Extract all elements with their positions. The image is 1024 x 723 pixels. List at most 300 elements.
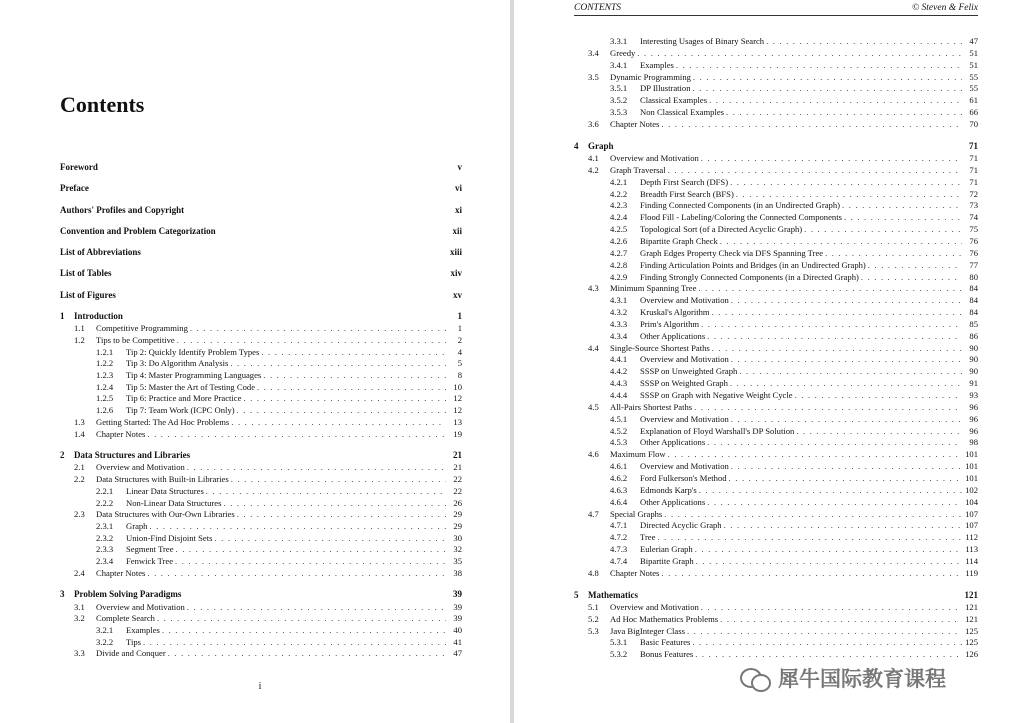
- toc-section[interactable]: [74, 474, 462, 485]
- entry-page: 35: [453, 556, 462, 566]
- entry-title: Preface: [60, 183, 89, 193]
- entry-number: 3.1: [74, 601, 85, 612]
- entry-number: 2.2.2: [96, 497, 114, 508]
- toc-subsection[interactable]: [96, 637, 462, 648]
- entry-title: Depth First Search (DFS): [640, 176, 729, 187]
- toc-subsection[interactable]: [610, 532, 978, 543]
- entry-number: 3.4.1: [610, 59, 628, 70]
- entry-number: 1: [60, 311, 65, 321]
- leader-dots: [701, 153, 962, 163]
- entry-number: 4.2.9: [610, 271, 628, 282]
- entry-number: 4.7.4: [610, 555, 628, 566]
- leader-dots: [861, 272, 962, 282]
- entry-page: 26: [453, 497, 462, 508]
- entry-page: 39: [453, 589, 462, 600]
- toc-subsection[interactable]: [610, 378, 978, 389]
- entry-number: 3.3: [74, 648, 85, 659]
- leader-dots: [726, 107, 962, 117]
- entry-title: All-Pairs Shortest Paths: [610, 401, 693, 412]
- leader-dots: [637, 48, 962, 58]
- entry-number: 4.2.5: [610, 224, 628, 235]
- leader-dots: [731, 354, 962, 364]
- leader-dots: [168, 648, 446, 658]
- entry-title: Union-Find Disjoint Sets: [126, 532, 213, 543]
- toc-section[interactable]: [588, 602, 978, 613]
- toc-subsection[interactable]: [96, 498, 462, 509]
- toc-section[interactable]: [588, 165, 978, 176]
- entry-number: 4: [574, 140, 579, 151]
- entry-page: 71: [969, 140, 978, 151]
- entry-number: 4.3.4: [610, 330, 628, 341]
- toc-subsection[interactable]: [610, 544, 978, 555]
- leader-dots: [687, 626, 962, 636]
- toc-subsection[interactable]: [610, 177, 978, 188]
- entry-title: Tip 4: Master Programming Languages: [126, 370, 262, 380]
- toc-chapter[interactable]: [60, 589, 462, 601]
- leader-dots: [698, 283, 962, 293]
- toc-subsection[interactable]: [96, 347, 462, 358]
- toc-subsection[interactable]: [610, 295, 978, 306]
- toc-section[interactable]: [588, 509, 978, 520]
- entry-title: Overview and Motivation: [96, 462, 185, 473]
- leader-dots: [701, 319, 962, 329]
- entry-title: Other Applications: [640, 330, 706, 341]
- entry-number: 2: [60, 450, 65, 461]
- toc-subsection[interactable]: [610, 60, 978, 71]
- entry-title: Chapter Notes: [96, 428, 146, 439]
- entry-title: Segment Tree: [126, 544, 174, 555]
- entry-page: 107: [965, 508, 978, 519]
- entry-title: Competitive Programming: [96, 323, 188, 334]
- entry-title: Tips to be Competitive: [96, 334, 175, 345]
- entry-title: Tip 3: Do Algorithm Analysis: [126, 358, 229, 369]
- entry-number: 2.2.1: [96, 485, 114, 496]
- entry-page: 55: [969, 83, 978, 94]
- entry-number: 4.3.1: [610, 295, 628, 306]
- entry-number: 3.3.1: [610, 36, 628, 46]
- toc-section[interactable]: [74, 323, 462, 334]
- toc-subsection[interactable]: [96, 358, 462, 369]
- toc-subsection[interactable]: [96, 370, 462, 381]
- entry-page: 19: [453, 428, 462, 439]
- leader-dots: [149, 521, 446, 531]
- entry-page: 77: [969, 259, 978, 270]
- leader-dots: [664, 509, 962, 519]
- entry-number: 4.1: [588, 153, 599, 163]
- toc-section[interactable]: [74, 462, 462, 473]
- entry-page: 21: [453, 450, 462, 461]
- entry-page: 90: [969, 342, 978, 353]
- toc-subsection[interactable]: [96, 486, 462, 497]
- toc-section[interactable]: [588, 568, 978, 579]
- leader-dots: [257, 382, 446, 392]
- entry-page: 86: [969, 330, 978, 341]
- entry-title: Overview and Motivation: [640, 354, 729, 365]
- toc-chapter[interactable]: [60, 450, 462, 462]
- running-header: [574, 1, 978, 16]
- entry-page: 98: [969, 437, 978, 448]
- leader-dots: [720, 236, 962, 246]
- leader-dots: [661, 119, 962, 129]
- leader-dots: [668, 165, 962, 175]
- entry-title: Dynamic Programming: [610, 71, 691, 82]
- entry-number: 3.4: [588, 47, 599, 58]
- toc-subsection[interactable]: [96, 393, 462, 404]
- leader-dots: [739, 366, 962, 376]
- toc-section[interactable]: [74, 613, 462, 624]
- entry-number: 3.2.2: [96, 636, 114, 647]
- entry-number: 4.2.1: [610, 176, 628, 187]
- leader-dots: [177, 335, 446, 345]
- toc-subsection[interactable]: [610, 224, 978, 235]
- toc-subsection[interactable]: [610, 473, 978, 484]
- entry-page: 4: [457, 346, 462, 357]
- toc-subsection[interactable]: [610, 212, 978, 223]
- toc-chapter[interactable]: [60, 311, 462, 323]
- toc-section[interactable]: [74, 335, 462, 346]
- toc-section[interactable]: [588, 343, 978, 354]
- entry-title: Classical Examples: [640, 95, 708, 106]
- entry-title: Convention and Problem Categorization: [60, 226, 216, 236]
- entry-page: xiv: [450, 268, 462, 278]
- toc-subsection[interactable]: [610, 437, 978, 448]
- entry-title: Finding Connected Components (in an Undirected Graph): [640, 200, 841, 211]
- entry-number: 3.5.3: [610, 107, 628, 118]
- entry-page: xii: [452, 226, 462, 236]
- entry-number: 1.4: [74, 428, 85, 439]
- entry-number: 4.5.3: [610, 437, 628, 448]
- entry-page: 75: [969, 224, 978, 235]
- toc-subsection[interactable]: [610, 497, 978, 508]
- toc-subsection[interactable]: [610, 485, 978, 496]
- entry-number: 5.3: [588, 625, 599, 636]
- toc-subsection[interactable]: [96, 521, 462, 532]
- toc-section[interactable]: [588, 153, 978, 164]
- entry-number: 3: [60, 589, 65, 600]
- entry-title: Examples: [126, 625, 160, 635]
- entry-page: 121: [964, 589, 978, 600]
- leader-dots: [695, 544, 962, 554]
- entry-title: Maximum Flow: [610, 449, 666, 460]
- entry-number: 4.6: [588, 449, 599, 460]
- entry-title: Non-Linear Data Structures: [126, 497, 222, 508]
- leader-dots: [693, 83, 962, 93]
- toc-subsection[interactable]: [610, 36, 978, 47]
- entry-page: 121: [965, 613, 978, 624]
- toc-subsection[interactable]: [610, 95, 978, 106]
- entry-page: 51: [969, 47, 978, 58]
- toc-subsection[interactable]: [610, 236, 978, 247]
- toc-section[interactable]: [74, 602, 462, 613]
- entry-number: 4.7: [588, 508, 599, 519]
- toc-subsection[interactable]: [610, 200, 978, 211]
- toc-subsection[interactable]: [610, 189, 978, 200]
- leader-dots: [263, 370, 446, 380]
- leader-dots: [162, 625, 446, 635]
- entry-number: 3.6: [588, 118, 599, 129]
- toc-subsection[interactable]: [610, 390, 978, 401]
- entry-page: 2: [457, 334, 462, 345]
- leader-dots: [668, 449, 962, 459]
- entry-title: Chapter Notes: [610, 118, 660, 129]
- entry-number: 4.6.1: [610, 461, 628, 472]
- toc-subsection[interactable]: [610, 366, 978, 377]
- leader-dots: [176, 544, 446, 554]
- leader-dots: [842, 200, 962, 210]
- toc-subsection[interactable]: [610, 248, 978, 259]
- entry-title: SSSP on Unweighted Graph: [640, 366, 738, 377]
- toc-section[interactable]: [588, 449, 978, 460]
- entry-title: Bipartite Graph: [640, 555, 694, 566]
- entry-page: 38: [453, 567, 462, 578]
- toc-subsection[interactable]: [610, 331, 978, 342]
- entry-title: Getting Started: The Ad Hoc Problems: [96, 416, 230, 427]
- entry-number: 4.7.2: [610, 532, 628, 543]
- toc-subsection[interactable]: [610, 319, 978, 330]
- toc-subsection[interactable]: [610, 556, 978, 567]
- entry-title: Directed Acyclic Graph: [640, 520, 722, 531]
- entry-number: 4.2.8: [610, 259, 628, 270]
- entry-number: 3.5.1: [610, 83, 628, 94]
- entry-title: Tip 5: Master the Art of Testing Code: [126, 381, 256, 392]
- entry-title: Interesting Usages of Binary Search: [640, 36, 765, 46]
- entry-page: 8: [457, 370, 462, 380]
- toc-subsection[interactable]: [610, 272, 978, 283]
- leader-dots: [707, 497, 962, 507]
- toc-subsection[interactable]: [610, 461, 978, 472]
- entry-page: 84: [969, 283, 978, 294]
- toc-subsection[interactable]: [610, 649, 978, 660]
- entry-page: xiii: [449, 247, 462, 257]
- entry-page: 47: [453, 648, 462, 659]
- leader-dots: [868, 260, 962, 270]
- entry-title: Breadth First Search (BFS): [640, 188, 734, 199]
- entry-number: 5.3.1: [610, 637, 628, 648]
- entry-title: Tips: [126, 636, 141, 647]
- entry-number: 4.2: [588, 164, 599, 175]
- entry-title: List of Tables: [60, 268, 112, 278]
- leader-dots: [190, 323, 446, 333]
- entry-number: 4.2.2: [610, 188, 628, 199]
- toc-subsection[interactable]: [610, 83, 978, 94]
- entry-page: 21: [453, 462, 462, 473]
- leader-dots: [230, 358, 446, 368]
- entry-title: Graph: [126, 520, 148, 531]
- entry-title: Flood Fill - Labeling/Coloring the Connected Components: [640, 212, 842, 223]
- entry-title: Tip 2: Quickly Identify Problem Types: [126, 346, 260, 357]
- leader-dots: [720, 614, 962, 624]
- page-number: i: [258, 681, 262, 692]
- entry-page: 29: [453, 509, 462, 520]
- entry-title: Authors' Profiles and Copyright: [60, 205, 185, 215]
- front-matter-entry[interactable]: [60, 226, 462, 238]
- entry-page: 47: [969, 36, 978, 46]
- entry-page: 119: [965, 567, 978, 578]
- toc-section[interactable]: [588, 48, 978, 59]
- entry-number: 4.3: [588, 283, 599, 294]
- entry-title: Graph Traversal: [610, 164, 666, 175]
- entry-number: 4.4.1: [610, 354, 628, 365]
- entry-number: 5.3.2: [610, 649, 628, 660]
- entry-title: Chapter Notes: [96, 567, 146, 578]
- entry-page: 55: [969, 71, 978, 82]
- toc-section[interactable]: [74, 429, 462, 440]
- entry-title: Data Structures with Our-Own Libraries: [96, 509, 235, 520]
- leader-dots: [730, 177, 962, 187]
- entry-page: 114: [965, 555, 978, 566]
- toc-section[interactable]: [74, 648, 462, 659]
- toc-section[interactable]: [588, 72, 978, 83]
- front-matter-entry[interactable]: [60, 268, 462, 280]
- entry-page: 72: [969, 188, 978, 199]
- entry-number: 4.3.2: [610, 307, 628, 318]
- entry-page: 13: [453, 416, 462, 427]
- entry-title: Java BigInteger Class: [610, 625, 685, 636]
- entry-page: 1: [457, 311, 462, 321]
- toc-subsection[interactable]: [610, 520, 978, 531]
- entry-number: 1.1: [74, 323, 85, 334]
- toc-section[interactable]: [588, 614, 978, 625]
- entry-title: List of Figures: [60, 290, 116, 300]
- entry-page: 61: [969, 95, 978, 106]
- header-section: CONTENTS: [574, 3, 621, 13]
- entry-title: SSSP on Graph with Negative Weight Cycle: [640, 390, 793, 400]
- entry-title: Overview and Motivation: [640, 413, 729, 424]
- leader-dots: [175, 556, 446, 566]
- entry-number: 2.1: [74, 462, 85, 473]
- entry-number: 4.7.1: [610, 520, 628, 531]
- entry-title: SSSP on Weighted Graph: [640, 378, 728, 389]
- entry-number: 4.3.3: [610, 318, 628, 329]
- toc-subsection[interactable]: [610, 307, 978, 318]
- entry-title: Finding Strongly Connected Components (in a Directed Graph): [640, 271, 859, 282]
- entry-number: 2.3: [74, 509, 85, 520]
- entry-title: Overview and Motivation: [610, 601, 699, 612]
- leader-dots: [237, 405, 446, 415]
- leader-dots: [143, 637, 446, 647]
- wechat-icon: [738, 664, 770, 692]
- toc-section[interactable]: [74, 509, 462, 520]
- entry-number: 4.4.3: [610, 378, 628, 389]
- toc-subsection[interactable]: [610, 354, 978, 365]
- toc-subsection[interactable]: [96, 533, 462, 544]
- leader-dots: [231, 474, 446, 484]
- entry-number: 1.2.1: [96, 346, 114, 357]
- entry-title: Finding Articulation Points and Bridges (in an Undirected Graph): [640, 259, 866, 270]
- leader-dots: [261, 347, 446, 357]
- entry-number: 4.6.2: [610, 472, 628, 483]
- leader-dots: [237, 509, 446, 519]
- toc-section[interactable]: [588, 283, 978, 294]
- entry-title: Explanation of Floyd Warshall's DP Solution: [640, 425, 795, 436]
- entry-number: 2.4: [74, 567, 85, 578]
- front-matter-entry[interactable]: [60, 162, 462, 174]
- toc-subsection[interactable]: [96, 382, 462, 393]
- toc-subsection[interactable]: [96, 625, 462, 636]
- entry-number: 4.2.7: [610, 247, 628, 258]
- entry-number: 4.8: [588, 567, 599, 578]
- entry-page: 101: [965, 449, 978, 460]
- toc-section[interactable]: [74, 568, 462, 579]
- entry-number: 5.2: [588, 613, 599, 624]
- leader-dots: [206, 486, 446, 496]
- entry-page: 32: [453, 544, 462, 555]
- entry-page: 113: [965, 544, 978, 555]
- entry-number: 4.2.4: [610, 212, 628, 223]
- toc-subsection[interactable]: [610, 426, 978, 437]
- entry-title: Basic Features: [640, 637, 691, 648]
- leader-dots: [731, 295, 962, 305]
- toc-subsection[interactable]: [96, 405, 462, 416]
- leader-dots: [692, 637, 962, 647]
- toc-section[interactable]: [74, 417, 462, 428]
- watermark: [738, 660, 998, 696]
- entry-title: Kruskal's Algorithm: [640, 307, 710, 318]
- entry-page: 22: [453, 474, 462, 485]
- entry-page: 40: [453, 625, 462, 635]
- entry-title: Foreword: [60, 162, 98, 172]
- toc-section[interactable]: [588, 626, 978, 637]
- toc-subsection[interactable]: [610, 107, 978, 118]
- toc-chapter[interactable]: [574, 590, 978, 602]
- entry-page: 70: [969, 118, 978, 129]
- entry-number: 4.5.1: [610, 413, 628, 424]
- entry-page: 102: [965, 484, 978, 495]
- entry-number: 1.2.5: [96, 393, 114, 404]
- leader-dots: [147, 429, 446, 439]
- leader-dots: [243, 393, 446, 403]
- entry-number: 3.5: [588, 71, 599, 82]
- leader-dots: [223, 498, 446, 508]
- entry-title: Chapter Notes: [610, 567, 660, 578]
- leader-dots: [231, 417, 446, 427]
- toc-subsection[interactable]: [96, 556, 462, 567]
- entry-number: 1.2.3: [96, 370, 114, 380]
- toc-section[interactable]: [588, 402, 978, 413]
- leader-dots: [729, 473, 962, 483]
- toc-subsection[interactable]: [610, 260, 978, 271]
- toc-subsection[interactable]: [96, 544, 462, 555]
- toc-subsection[interactable]: [610, 414, 978, 425]
- entry-page: 39: [453, 601, 462, 612]
- leader-dots: [825, 248, 962, 258]
- leader-dots: [795, 390, 962, 400]
- entry-title: Divide and Conquer: [96, 648, 166, 659]
- entry-title: Edmonds Karp's: [640, 484, 697, 495]
- entry-page: 66: [969, 107, 978, 118]
- entry-title: Linear Data Structures: [126, 485, 204, 496]
- toc-subsection[interactable]: [610, 637, 978, 648]
- entry-title: List of Abbreviations: [60, 247, 141, 257]
- toc-chapter[interactable]: [574, 141, 978, 153]
- watermark-text: 犀牛国际教育课程: [778, 667, 946, 691]
- leader-dots: [701, 602, 962, 612]
- entry-page: 96: [969, 413, 978, 424]
- entry-page: 73: [969, 200, 978, 211]
- front-matter-entry[interactable]: [60, 205, 462, 217]
- entry-number: 2.2: [74, 474, 85, 485]
- entry-title: Minimum Spanning Tree: [610, 283, 697, 294]
- entry-number: 4.4: [588, 342, 599, 353]
- toc-section[interactable]: [588, 119, 978, 130]
- front-matter-entry[interactable]: [60, 183, 462, 195]
- header-authors: © Steven & Felix: [911, 3, 978, 13]
- entry-page: 104: [965, 496, 978, 507]
- leader-dots: [712, 343, 962, 353]
- entry-title: Other Applications: [640, 496, 706, 507]
- front-matter-entry[interactable]: [60, 247, 462, 259]
- front-matter-entry[interactable]: [60, 290, 462, 302]
